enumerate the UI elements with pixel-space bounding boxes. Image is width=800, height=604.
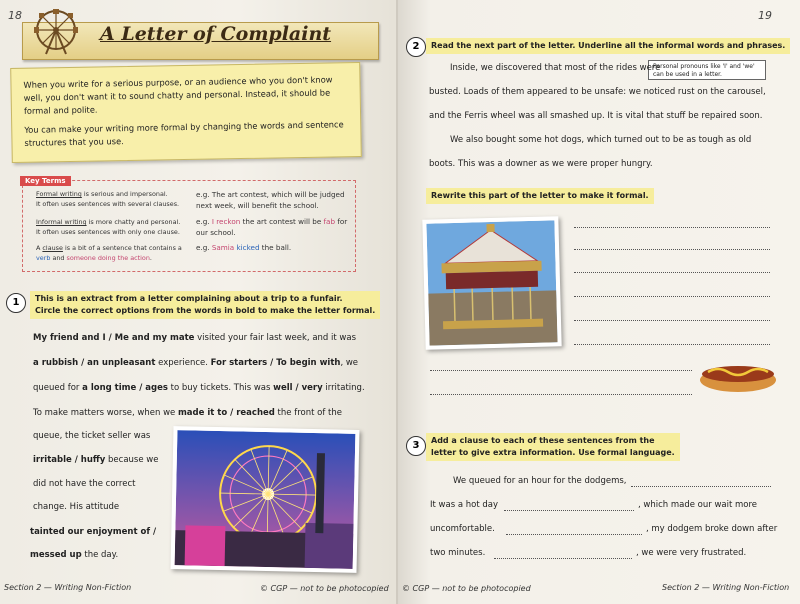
q2-line-2: busted. Loads of them appeared to be unsafe: we noticed rust on the carousel,: [429, 87, 766, 97]
key-term-formal-example: e.g. The art contest, which will be judged next week, will benefit the school.: [196, 190, 345, 210]
answer-line[interactable]: [574, 226, 770, 228]
page-title: A Letter of Complaint: [100, 23, 332, 45]
q2-line-5: boots. This was a downer as we were proper hungry.: [429, 159, 653, 169]
question-1-number: 1: [6, 293, 26, 313]
intro-note: [10, 62, 362, 163]
answer-line[interactable]: [574, 343, 770, 345]
answer-line[interactable]: [506, 533, 642, 535]
ferris-wheel-icon: [32, 8, 80, 56]
letter-line-7: did not have the correct: [33, 479, 136, 489]
letter-line-4: To make matters worse, when we made it to / reached the front of the: [33, 408, 342, 418]
question-2-number: 2: [406, 37, 426, 57]
carousel-photo: [422, 216, 561, 350]
key-term-clause: A clause is a bit of a sentence that contains a verb and someone doing the action.: [36, 244, 182, 262]
left-page: [0, 0, 396, 604]
answer-line[interactable]: [574, 271, 770, 273]
question-1-instruction: This is an extract from a letter complaining about a trip to a funfair. Circle the correct options from the words in bold to make the letter formal.: [30, 291, 380, 319]
rewrite-instruction: Rewrite this part of the letter to make it formal.: [426, 188, 654, 204]
q3-sentence-2-start: It was a hot day: [430, 500, 498, 510]
letter-line-6: irritable / huffy because we: [33, 455, 159, 465]
q2-line-1: Inside, we discovered that most of the rides were: [450, 63, 661, 73]
q3-sentence-4-end: , we were very frustrated.: [636, 548, 747, 558]
answer-line[interactable]: [574, 319, 770, 321]
question-3-number: 3: [406, 436, 426, 456]
q3-sentence-1: We queued for an hour for the dodgems,: [453, 476, 627, 486]
letter-line-9: tainted our enjoyment of /: [30, 527, 157, 537]
letter-line-2: a rubbish / an unpleasant experience. For starters / To begin with, we: [33, 358, 359, 368]
q2-line-4: We also bought some hot dogs, which turned out to be as tough as old: [450, 135, 752, 145]
right-page: [398, 0, 800, 604]
answer-line[interactable]: [504, 509, 634, 511]
q3-sentence-2-end: , which made our wait more: [638, 500, 758, 510]
pronoun-tip-note: Personal pronouns like 'I' and 'we' can be used in a letter.: [648, 60, 766, 80]
letter-line-5: queue, the ticket seller was: [33, 431, 151, 441]
key-term-clause-example: e.g. Samia kicked the ball.: [196, 243, 292, 252]
q2-line-3: and the Ferris wheel was all smashed up. It is vital that stuff be repaired soon.: [429, 111, 763, 121]
intro-paragraph-1: When you write for a serious purpose, or an audience who you don't know well, you don't want it to sound chatty and personal. Instead, it should be formal and polite.: [23, 74, 333, 116]
answer-line[interactable]: [631, 485, 771, 487]
footer-copyright-left: © CGP — not to be photocopied: [260, 584, 389, 593]
answer-line[interactable]: [574, 295, 770, 297]
question-2-instruction: Read the next part of the letter. Underline all the informal words and phrases.: [426, 38, 790, 54]
answer-line[interactable]: [574, 248, 770, 250]
letter-line-8: change. His attitude: [33, 502, 120, 512]
answer-line[interactable]: [430, 393, 692, 395]
answer-line[interactable]: [494, 557, 632, 559]
page-number-left: 18: [8, 9, 22, 22]
q3-sentence-3-end: , my dodgem broke down after: [646, 524, 778, 534]
key-term-formal: Formal writing is serious and impersonal. It often uses sentences with several clauses.: [36, 190, 180, 208]
intro-paragraph-2: You can make your writing more formal by changing the words and sentence structures that you use.: [24, 119, 344, 148]
letter-line-3: queued for a long time / ages to buy tickets. This was well / very irritating.: [33, 383, 365, 393]
footer-section-right: Section 2 — Writing Non-Fiction: [662, 583, 790, 592]
q3-sentence-3-start: uncomfortable.: [430, 524, 495, 534]
footer-section-left: Section 2 — Writing Non-Fiction: [4, 583, 132, 592]
page-number-right: 19: [758, 9, 772, 22]
ferris-wheel-photo: [171, 426, 360, 573]
question-3-instruction: Add a clause to each of these sentences from the letter to give extra information. Use formal language.: [426, 433, 680, 461]
hot-dog-icon: [698, 356, 778, 396]
q3-sentence-4-start: two minutes.: [430, 548, 486, 558]
key-term-informal: Informal writing is more chatty and personal. It often uses sentences with only one clause.: [36, 218, 181, 236]
letter-line-1: My friend and I / Me and my mate visited your fair last week, and it was: [33, 333, 357, 343]
key-term-informal-example: e.g. I reckon the art contest will be fab for our school.: [196, 217, 348, 237]
key-terms-label: Key Terms: [20, 176, 71, 186]
letter-line-10: messed up the day.: [30, 550, 119, 560]
answer-line[interactable]: [430, 369, 692, 371]
footer-copyright-right: © CGP — not to be photocopied: [402, 584, 531, 593]
